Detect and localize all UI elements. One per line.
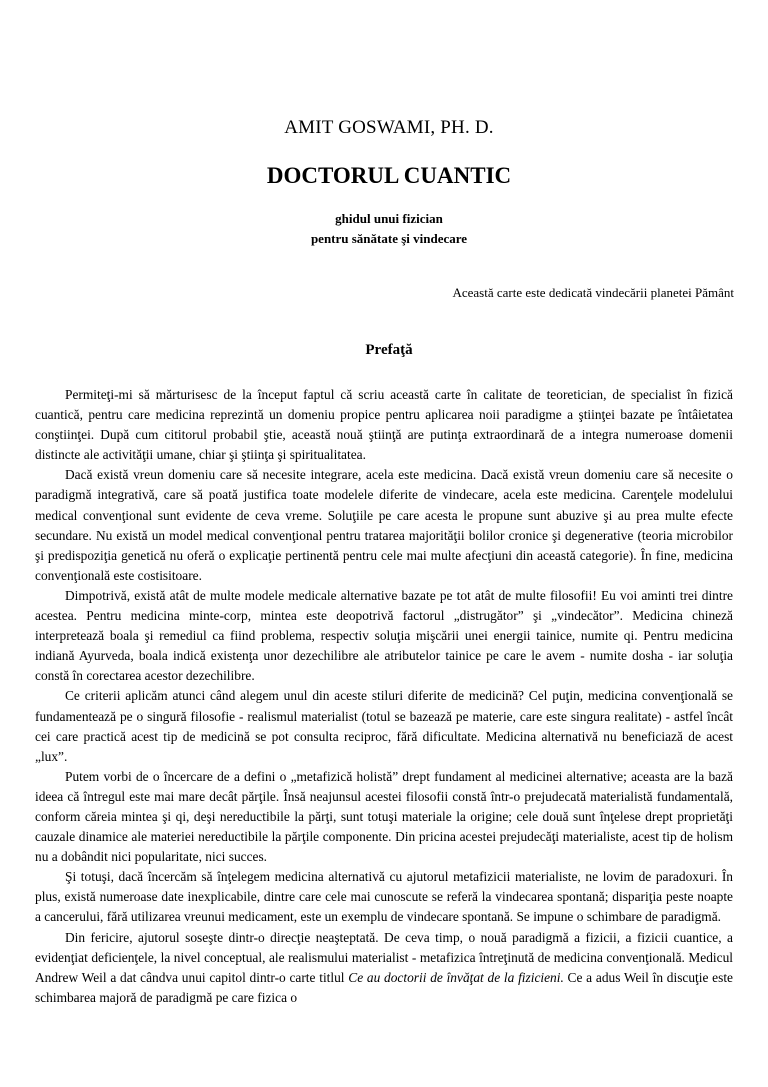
subtitle-line-1: ghidul unui fizician xyxy=(335,211,443,226)
paragraph-text: Ce a adus Weil în discuţie este schimbarea majoră de paradigmă pe care fizica o xyxy=(35,969,734,1005)
paragraph: Ce criterii aplicăm atunci când alegem unul din aceste stiluri diferite de medicină? Cel puţin, medicina convenţională se fundamentează pe o singură filosofie - realismul materialist (totul se bazează pe materie, care este singura realitate) - astfel încât cei care practică acest tip de medicină se pot consulta reciproc, fără dificultate. Medicina alternativă nu beneficiază de acest „lux”. xyxy=(35,688,733,764)
book-subtitle xyxy=(0,209,768,249)
paragraph: Putem vorbi de o încercare de a defini o „metafizică holistă” drept fundament al medicinei alternative; aceasta are la bază ideea că întregul este mai mare decât părţile. Însă neajunsul acestei filosofii constă într-o prejudecată materialistă fundamentală, conform căreia mintea şi qi, deşi nereductibile la părţi, sunt totuşi materiale la origine; cele două sunt înţelese drept proprietăţi cauzale dinamice ale materiei nereductibile la părţile componente. Din pricina acestei prejudecăţi materialiste, acest tip de holism nu a dobândit nici popularitate, nici succes. xyxy=(35,768,733,865)
dedication: Această carte este dedicată vindecării planetei Pământ xyxy=(452,285,734,300)
cited-chapter-title: Ce au doctorii de învăţat de la fizicieni. xyxy=(348,969,564,985)
preface-heading: Prefaţă xyxy=(365,342,413,358)
preface-body xyxy=(35,385,733,1008)
paragraph: Dacă există vreun domeniu care să necesite integrare, acela este medicina. Dacă există vreun domeniu care să necesite o paradigmă integrativă, care să poată justifica toate modelele diferite de vindecare, acela este medicina. Carenţele modelului medical convenţional sunt evidente de ceva vreme. Soluţiile pe care acesta le propune sunt abuzive şi au prea multe efecte secundare. Nu există un model medical convenţional pentru tratarea majorităţii bolilor cronice şi degenerative (teoria microbilor şi predispoziţia genetică nu oferă o explicaţie pertinentă pentru cele mai multe afecţiuni din această categorie). În fine, medicina convenţională este costisitoare. xyxy=(35,467,733,583)
subtitle-line-2: pentru sănătate şi vindecare xyxy=(310,231,468,246)
book-author: AMIT GOSWAMI, PH. D. xyxy=(284,117,494,138)
paragraph: Dimpotrivă, există atât de multe modele medicale alternative bazate pe tot atât de multe filosofii! Eu voi aminti trei dintre acestea. Pentru medicina minte-corp, mintea este deopotrivă factorul „distrugător” şi „vindecător”. Medicina chineză interpretează boala şi remediul ca fiind problema, respectiv soluţia mişcării unei energii tainice, numite qi. Pentru medicina indiană Ayurveda, boala indică existenţa unor dezechilibre ale atributelor tainice pe care le avem - numite dosha - iar soluţia constă în corectarea acestor dezechilibre. xyxy=(35,587,733,684)
paragraph-text: Din fericire, ajutorul soseşte dintr-o direcţie neaşteptată. De ceva timp, o nouă paradigmă a fizicii, a fizicii cuantice, a evidenţiat deficienţele, la nivel conceptual, ale realismului materialist - metafizica întreţinută de medicina convenţională. Medicul Andrew Weil a dat cândva unui capitol dintr-o carte titlul xyxy=(35,929,733,985)
paragraph-last xyxy=(35,928,733,1008)
book-title: DOCTORUL CUANTIC xyxy=(266,163,512,188)
paragraph: Permiteţi-mi să mărturisesc de la început faptul că scriu această carte în calitate de teoretician, de specialist în fizică cuantică, pentru care medicina reprezintă un domeniu propice pentru aplicarea noii paradigme a ştiinţei bazate pe întâietatea conştiinţei. După cum cititorul probabil ştie, această nouă ştiinţă are putinţa extraordinară de a integra numeroase domenii distincte ale activităţii umane, chiar şi ştiinţa şi spiritualitatea. xyxy=(35,387,733,463)
paragraph: Şi totuşi, dacă încercăm să înţelegem medicina alternativă cu ajutorul metafizicii materialiste, ne lovim de paradoxuri. În plus, există numeroase date inexplicabile, dintre care cele mai cunoscute se referă la vindecarea spontană; dispariţia peste noapte a cancerului, fără utilizarea vreunui medicament, este un exemplu de vindecare spontană. Se impune o schimbare de paradigmă. xyxy=(35,869,733,925)
